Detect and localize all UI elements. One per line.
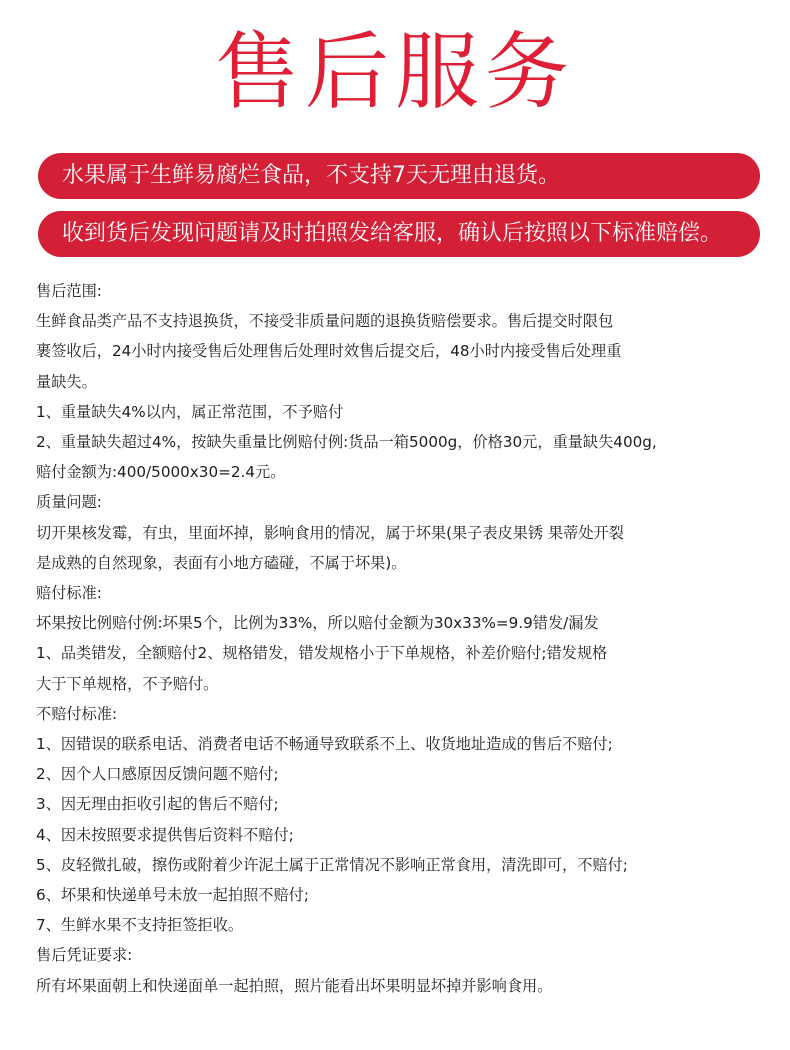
section-heading-evidence: 售后凭证要求: — [36, 946, 133, 965]
policy-line: 裹签收后，24小时内接受售后处理售后处理时效售后提交后，48小时内接受售后处理重 — [36, 342, 622, 361]
policy-line: 坏果按比例赔付例:坏果5个，比例为33%，所以赔付金额为30x33%=9.9错发/漏发 — [36, 614, 599, 633]
policy-line: 7、生鲜水果不支持拒签拒收。 — [36, 916, 244, 935]
section-heading-quality: 质量问题: — [36, 493, 102, 512]
policy-line: 1、因错误的联系电话、消费者电话不畅通导致联系不上、收货地址造成的售后不赔付; — [36, 735, 613, 754]
policy-line: 生鲜食品类产品不支持退换货，不接受非质量问题的退换货赔偿要求。售后提交时限包 — [36, 312, 614, 331]
policy-line: 6、坏果和快递单号未放一起拍照不赔付; — [36, 886, 309, 905]
policy-line: 是成熟的自然现象，表面有小地方磕碰，不属于坏果)。 — [36, 553, 407, 572]
policy-line: 3、因无理由拒收引起的售后不赔付; — [36, 795, 279, 814]
policy-line: 1、品类错发，全额赔付2、规格错发，错发规格小于下单规格，补差价赔付;错发规格 — [36, 644, 608, 663]
policy-line: 5、皮轻微扎破，擦伤或附着少许泥土属于正常情况不影响正常食用，清洗即可，不赔付; — [36, 855, 628, 874]
policy-line: 切开果核发霉，有虫，里面坏掉，影响食用的情况，属于坏果(果子表皮果锈 果蒂处开裂 — [36, 523, 624, 542]
policy-line: 所有坏果面朝上和快递面单一起拍照，照片能看出坏果明显坏掉并影响食用。 — [36, 976, 553, 995]
policy-line: 2、重量缺失超过4%，按缺失重量比例赔付例:货品一箱5000g，价格30元，重量缺失400g, — [36, 433, 657, 452]
policy-line: 4、因未按照要求提供售后资料不赔付; — [36, 825, 294, 844]
section-heading-scope: 售后范围: — [36, 282, 102, 300]
policy-line: 量缺失。 — [36, 372, 97, 391]
policy-line: 2、因个人口感原因反馈问题不赔付; — [36, 765, 279, 784]
notice-banner-no-return: 水果属于生鲜易腐烂食品，不支持7天无理由退货。 — [38, 153, 760, 199]
policy-line: 1、重量缺失4%以内，属正常范围，不予赔付 — [36, 402, 344, 421]
policy-line: 大于下单规格，不予赔付。 — [36, 674, 219, 693]
section-heading-no-compensation: 不赔付标准: — [36, 704, 118, 723]
page-title: 售后服务 — [214, 23, 575, 121]
notice-banner-compensation: 收到货后发现问题请及时拍照发给客服，确认后按照以下标准赔偿。 — [38, 211, 760, 257]
section-heading-compensation: 赔付标准: — [36, 584, 102, 603]
policy-line: 赔付金额为:400/5000x30=2.4元。 — [36, 463, 286, 482]
policy-text — [36, 276, 774, 1001]
